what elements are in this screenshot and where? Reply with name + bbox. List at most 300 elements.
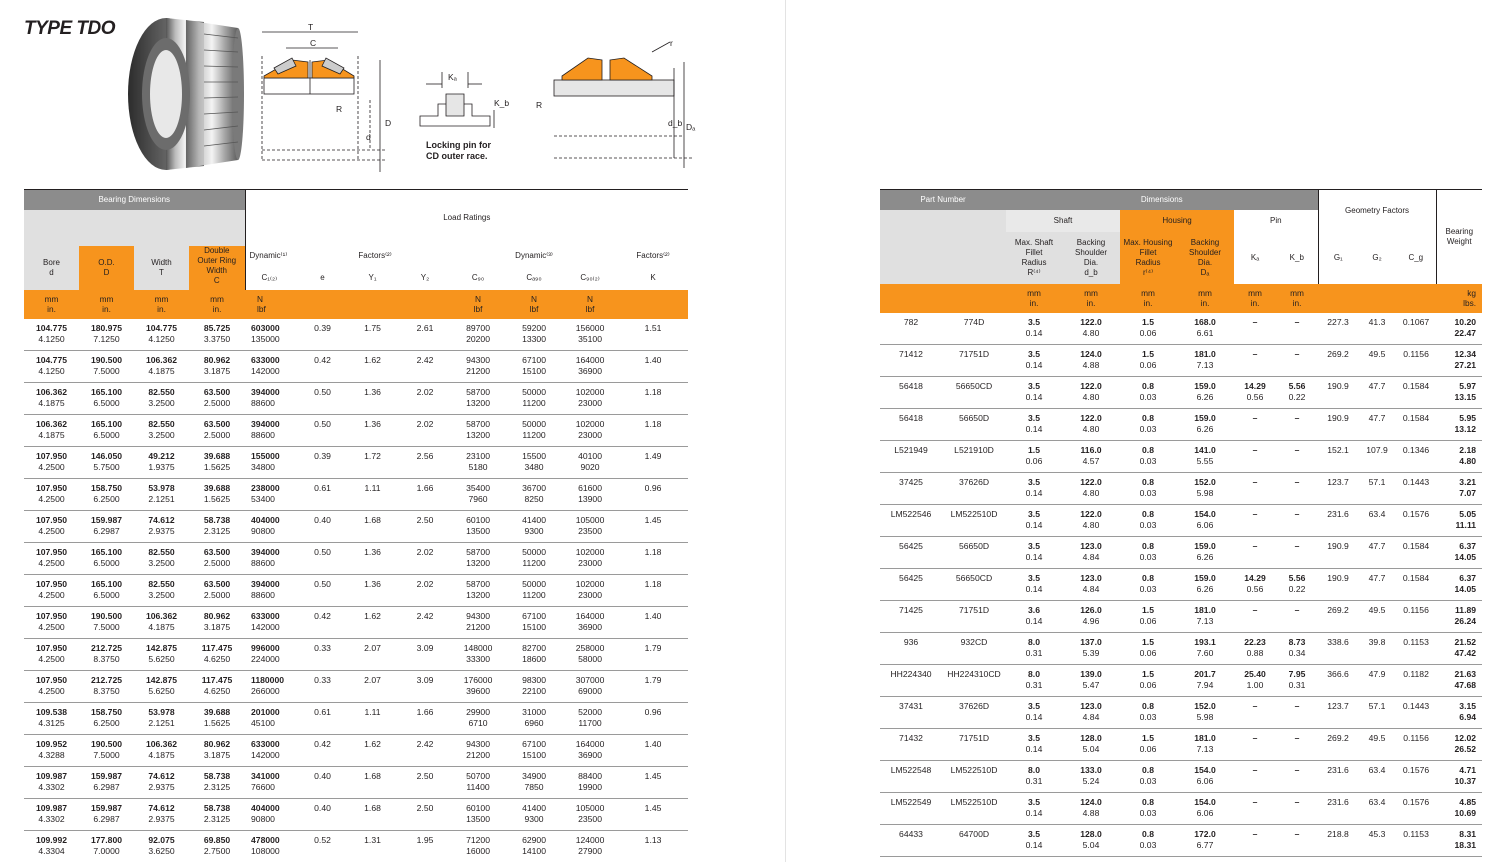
right_table.rows-cell: 154.0 6.06 bbox=[1176, 793, 1234, 825]
left_table.rows-cell: 36700 8250 bbox=[506, 479, 562, 511]
left_table.rows-cell: 107.950 4.2500 bbox=[24, 639, 79, 671]
table-row bbox=[880, 665, 1482, 697]
right_table.rows-cell: 123.0 4.84 bbox=[1062, 537, 1120, 569]
left_table.rows-cell: 82.550 3.2500 bbox=[134, 575, 189, 607]
left_table.rows-cell: 165.100 6.5000 bbox=[79, 543, 134, 575]
housing-fillet-header: Max. Housing Fillet Radius r⁽⁴⁾ bbox=[1120, 232, 1176, 284]
left_table.rows-cell: 0.61 bbox=[300, 479, 345, 511]
right_table.rows-cell: – bbox=[1276, 697, 1318, 729]
left_table.rows-cell: 106.362 4.1875 bbox=[24, 415, 79, 447]
left_table.rows-cell: 2.02 bbox=[400, 415, 450, 447]
left_table.rows-cell: 67100 15100 bbox=[506, 607, 562, 639]
right_table.rows-cell: 366.6 bbox=[1318, 665, 1358, 697]
left_table.rows-cell: 478000 108000 bbox=[245, 831, 300, 862]
right_table.rows-cell: – bbox=[1234, 761, 1276, 793]
right_table.rows-cell: 141.0 5.55 bbox=[1176, 441, 1234, 473]
right_table.rows-cell: 0.8 0.03 bbox=[1120, 409, 1176, 441]
right_table.rows-cell: 269.2 bbox=[1318, 601, 1358, 633]
left_table.rows-cell: 0.42 bbox=[300, 607, 345, 639]
right_table.rows-cell: 3.5 0.14 bbox=[1006, 473, 1062, 505]
right_table.rows-cell: 152.1 bbox=[1318, 441, 1358, 473]
left_table.rows-cell: 60100 13500 bbox=[450, 799, 506, 831]
unit-cell: mm in. bbox=[1006, 284, 1062, 313]
table-row bbox=[880, 377, 1482, 409]
left_table.rows-cell: 102000 23000 bbox=[562, 415, 618, 447]
right_table.rows-cell: 0.8 0.03 bbox=[1120, 697, 1176, 729]
kb-header: K_b bbox=[1289, 252, 1304, 262]
right_table.rows-cell: 47.7 bbox=[1358, 537, 1396, 569]
right_table.rows-cell: 3.5 0.14 bbox=[1006, 313, 1062, 345]
left_table.rows-cell: 0.40 bbox=[300, 799, 345, 831]
left_table.rows-cell: 3.09 bbox=[400, 671, 450, 703]
right_table.rows-cell: 49.5 bbox=[1358, 345, 1396, 377]
right_table.rows-cell: 124.0 4.88 bbox=[1062, 793, 1120, 825]
unit-cell: mm in. bbox=[1276, 284, 1318, 313]
right_table.rows-cell: – bbox=[1234, 313, 1276, 345]
left_table.rows-cell: 146.050 5.7500 bbox=[79, 447, 134, 479]
left_table.rows-cell: 0.50 bbox=[300, 383, 345, 415]
left_table.rows-cell: 102000 23000 bbox=[562, 575, 618, 607]
unit-cell bbox=[400, 290, 450, 319]
left_table.rows-cell: 159.987 6.2987 bbox=[79, 767, 134, 799]
right_table.rows-cell: 12.34 27.21 bbox=[1436, 345, 1482, 377]
left_table.rows-cell: 142.875 5.6250 bbox=[134, 671, 189, 703]
left_table.rows-cell: 29900 6710 bbox=[450, 703, 506, 735]
unit-cell: N lbf bbox=[562, 290, 618, 319]
right_table.rows-cell: 3.21 7.07 bbox=[1436, 473, 1482, 505]
left_table.rows-cell: 2.50 bbox=[400, 799, 450, 831]
left_table.rows-cell: 89700 20200 bbox=[450, 319, 506, 351]
left_table.rows-cell: 165.100 6.5000 bbox=[79, 575, 134, 607]
right_table.rows-cell: – bbox=[1234, 409, 1276, 441]
right_table.rows-cell: – bbox=[1276, 793, 1318, 825]
left_table.rows-cell: 109.538 4.3125 bbox=[24, 703, 79, 735]
c1-header: C₁₍₂₎ bbox=[245, 266, 300, 289]
left_table.rows-cell: 71200 16000 bbox=[450, 831, 506, 862]
table-row bbox=[24, 767, 688, 799]
left_table.rows-cell: 105000 23500 bbox=[562, 511, 618, 543]
left_table.rows-cell: 212.725 8.3750 bbox=[79, 639, 134, 671]
right_table.rows-cell: 0.1584 bbox=[1396, 537, 1436, 569]
left_table.rows-cell: 117.475 4.6250 bbox=[189, 671, 245, 703]
left_table.rows-cell: 212.725 8.3750 bbox=[79, 671, 134, 703]
right_table.rows-cell: 21.63 47.68 bbox=[1436, 665, 1482, 697]
right_table.rows-cell: 0.8 0.03 bbox=[1120, 537, 1176, 569]
right_table.rows-cell: 932CD bbox=[942, 633, 1006, 665]
right_table.rows-cell: 152.0 5.98 bbox=[1176, 473, 1234, 505]
right_table.rows-cell: LM522510D bbox=[942, 761, 1006, 793]
left_table.rows-cell: 0.39 bbox=[300, 319, 345, 351]
right_table.rows-cell: LM522510D bbox=[942, 793, 1006, 825]
left_table.rows-cell: 394000 88600 bbox=[245, 415, 300, 447]
left_table.rows-cell: 102000 23000 bbox=[562, 543, 618, 575]
left_table.rows-cell: 164000 36900 bbox=[562, 735, 618, 767]
left_table.rows-cell: 1.36 bbox=[345, 575, 400, 607]
left_table.rows-cell: 2.02 bbox=[400, 543, 450, 575]
table-row bbox=[24, 703, 688, 735]
right_table.rows-cell: 3.5 0.14 bbox=[1006, 537, 1062, 569]
left_table.rows-cell: 341000 76600 bbox=[245, 767, 300, 799]
left_table.rows-cell: 53.978 2.1251 bbox=[134, 479, 189, 511]
left_table.rows-cell: 39.688 1.5625 bbox=[189, 479, 245, 511]
cg-header: C_g bbox=[1408, 252, 1424, 262]
dim-label-Kb: K_b bbox=[494, 98, 510, 108]
left_table.rows-cell: 2.02 bbox=[400, 575, 450, 607]
right_table.rows-cell: 0.8 0.03 bbox=[1120, 761, 1176, 793]
left_table.rows-cell: 1.40 bbox=[618, 735, 688, 767]
right_table.rows-cell: 124.0 4.88 bbox=[1062, 345, 1120, 377]
left_table.rows-cell: 404000 90800 bbox=[245, 799, 300, 831]
left_table.rows-cell: 3.09 bbox=[400, 639, 450, 671]
part-number-sub bbox=[880, 210, 1006, 284]
pin-header: Pin bbox=[1234, 210, 1318, 232]
mounting-drawing bbox=[532, 36, 702, 176]
right_table.rows-cell: 56650D bbox=[942, 537, 1006, 569]
right_table.rows-cell: 71751D bbox=[942, 345, 1006, 377]
right_table.rows-cell: 269.2 bbox=[1318, 729, 1358, 761]
left_table.rows-cell: 394000 88600 bbox=[245, 383, 300, 415]
unit-cell: mm in. bbox=[24, 290, 79, 319]
table-row bbox=[880, 729, 1482, 761]
table-row bbox=[880, 441, 1482, 473]
shaft-fillet-header: Max. Shaft Fillet Radius R⁽⁴⁾ bbox=[1006, 232, 1062, 284]
right_table.rows-cell: 14.29 0.56 bbox=[1234, 377, 1276, 409]
width-header: Width T bbox=[134, 246, 189, 290]
page-title: TYPE TDO bbox=[24, 18, 116, 39]
load-ratings-header: Load Ratings bbox=[245, 190, 688, 246]
right_table.rows-cell: 190.9 bbox=[1318, 569, 1358, 601]
left_table.rows-cell: 1.75 bbox=[345, 319, 400, 351]
right_table.rows-cell: 4.85 10.69 bbox=[1436, 793, 1482, 825]
page-divider bbox=[785, 0, 786, 862]
right_table.rows-cell: – bbox=[1276, 345, 1318, 377]
right_table.rows-cell: 159.0 6.26 bbox=[1176, 377, 1234, 409]
locking-pin-drawing bbox=[416, 64, 508, 164]
left_table.rows-cell: 394000 88600 bbox=[245, 575, 300, 607]
left_table.rows-cell: 1.18 bbox=[618, 543, 688, 575]
right_table.rows-cell: 71425 bbox=[880, 601, 942, 633]
right_table.rows-cell: – bbox=[1276, 441, 1318, 473]
right_table.rows-cell: 181.0 7.13 bbox=[1176, 345, 1234, 377]
left_table.rows-cell: 98300 22100 bbox=[506, 671, 562, 703]
left_table.rows-cell: 1.36 bbox=[345, 415, 400, 447]
unit-cell: mm in. bbox=[134, 290, 189, 319]
right_table.rows-cell: – bbox=[1234, 729, 1276, 761]
left_table.rows-cell: 201000 45100 bbox=[245, 703, 300, 735]
left_table.rows-cell: 82700 18600 bbox=[506, 639, 562, 671]
left_table.rows-cell: 1.51 bbox=[618, 319, 688, 351]
double-outer-ring-width-header: Double Outer Ring Width C bbox=[189, 246, 245, 290]
left_table.rows-cell: 2.42 bbox=[400, 351, 450, 383]
left_table.rows-cell: 106.362 4.1875 bbox=[24, 383, 79, 415]
left_table.rows-cell: 58700 13200 bbox=[450, 575, 506, 607]
right_table.rows-cell: 56650CD bbox=[942, 569, 1006, 601]
left_table.rows-cell: 0.42 bbox=[300, 351, 345, 383]
right_table.rows-cell: 0.1443 bbox=[1396, 473, 1436, 505]
left_table.rows-cell: 0.33 bbox=[300, 639, 345, 671]
right_table.rows-cell: 37626D bbox=[942, 697, 1006, 729]
right_table.rows-cell: – bbox=[1276, 313, 1318, 345]
right_table.rows-cell: 128.0 5.04 bbox=[1062, 825, 1120, 857]
left_table.rows-cell: 82.550 3.2500 bbox=[134, 543, 189, 575]
right_table.rows-cell: 12.02 26.52 bbox=[1436, 729, 1482, 761]
right_table.rows-cell: 0.1576 bbox=[1396, 505, 1436, 537]
right_table.rows-cell: 1.5 0.06 bbox=[1120, 665, 1176, 697]
left_table.rows-cell: 49.212 1.9375 bbox=[134, 447, 189, 479]
left_table.rows-cell: 156000 35100 bbox=[562, 319, 618, 351]
left_table.rows-cell: 159.987 6.2987 bbox=[79, 511, 134, 543]
right_table.rows-cell: 159.0 6.26 bbox=[1176, 409, 1234, 441]
table-row bbox=[24, 383, 688, 415]
right_table.rows-cell: 8.73 0.34 bbox=[1276, 633, 1318, 665]
c902-header: C₉₀₍₂₎ bbox=[580, 272, 600, 282]
left_table.rows-cell: 2.42 bbox=[400, 607, 450, 639]
right_table.rows-cell: L521910D bbox=[942, 441, 1006, 473]
left_table.rows-cell: 109.987 4.3302 bbox=[24, 767, 79, 799]
right_table.rows-cell: 126.0 4.96 bbox=[1062, 601, 1120, 633]
right_table.rows-cell: 47.7 bbox=[1358, 409, 1396, 441]
left_table.rows-cell: 50000 11200 bbox=[506, 383, 562, 415]
right_table.rows-cell: 56650D bbox=[942, 409, 1006, 441]
right_table.rows-cell: 3.5 0.14 bbox=[1006, 345, 1062, 377]
right_table.rows-cell: 1.5 0.06 bbox=[1006, 441, 1062, 473]
right_table.rows-cell: 0.1576 bbox=[1396, 793, 1436, 825]
unit-cell: mm in. bbox=[1062, 284, 1120, 313]
left_table.rows-cell: 1.18 bbox=[618, 383, 688, 415]
housing-header: Housing bbox=[1120, 210, 1234, 232]
right_table.rows-cell: – bbox=[1234, 537, 1276, 569]
right_table.rows-cell: – bbox=[1234, 793, 1276, 825]
k-header: K bbox=[650, 272, 656, 282]
unit-cell bbox=[942, 284, 1006, 313]
unit-cell bbox=[1396, 284, 1436, 313]
left_table.rows-cell: 63.500 2.5000 bbox=[189, 383, 245, 415]
left_table.rows-cell: 80.962 3.1875 bbox=[189, 735, 245, 767]
right_table.rows-cell: 3.5 0.14 bbox=[1006, 569, 1062, 601]
right_table.rows-cell: – bbox=[1276, 505, 1318, 537]
right_table.rows-cell: 0.1584 bbox=[1396, 409, 1436, 441]
left_table.rows-cell: 107.950 4.2500 bbox=[24, 447, 79, 479]
left_table.rows-cell: 50000 11200 bbox=[506, 415, 562, 447]
left_table.rows-cell: 190.500 7.5000 bbox=[79, 351, 134, 383]
left_table.rows-cell: 53.978 2.1251 bbox=[134, 703, 189, 735]
left_table.rows-cell: 69.850 2.7500 bbox=[189, 831, 245, 862]
right_table.rows-cell: 25.40 1.00 bbox=[1234, 665, 1276, 697]
dim-label-T: T bbox=[308, 22, 314, 32]
left_table.rows-cell: 148000 33300 bbox=[450, 639, 506, 671]
unit-cell bbox=[1358, 284, 1396, 313]
left_table.rows-cell: 0.96 bbox=[618, 479, 688, 511]
dim-label-Ka: Kₐ bbox=[448, 72, 457, 82]
right_table.rows-cell: 5.56 0.22 bbox=[1276, 377, 1318, 409]
left_table.rows-cell: 159.987 6.2987 bbox=[79, 799, 134, 831]
left_table.rows-cell: 107.950 4.2500 bbox=[24, 543, 79, 575]
left_table.rows-cell: 1.36 bbox=[345, 543, 400, 575]
left_table.rows-cell: 155000 34800 bbox=[245, 447, 300, 479]
right_table.rows-cell: 0.1156 bbox=[1396, 601, 1436, 633]
right_table.rows-cell: – bbox=[1276, 409, 1318, 441]
right_table.rows-cell: 152.0 5.98 bbox=[1176, 697, 1234, 729]
left_table.rows-cell: 190.500 7.5000 bbox=[79, 607, 134, 639]
left_table.rows-cell: 102000 23000 bbox=[562, 383, 618, 415]
table-row bbox=[24, 831, 688, 862]
left_table.rows-cell: 158.750 6.2500 bbox=[79, 479, 134, 511]
table-row bbox=[24, 671, 688, 703]
left_table.rows-cell: 109.992 4.3304 bbox=[24, 831, 79, 862]
right_table.rows-cell: 6.37 14.05 bbox=[1436, 537, 1482, 569]
left_table.rows-cell: 1.11 bbox=[345, 479, 400, 511]
left_table.rows-cell: 1.72 bbox=[345, 447, 400, 479]
table-row bbox=[880, 505, 1482, 537]
table-row bbox=[24, 351, 688, 383]
unit-cell: N lbf bbox=[450, 290, 506, 319]
table-row bbox=[880, 313, 1482, 345]
right_table.rows-cell: 63.4 bbox=[1358, 793, 1396, 825]
right_table.rows-cell: 47.9 bbox=[1358, 665, 1396, 697]
left_table.rows-cell: 63.500 2.5000 bbox=[189, 415, 245, 447]
right_table.rows-cell: 21.52 47.42 bbox=[1436, 633, 1482, 665]
dynamic1-header: Dynamic⁽¹⁾ bbox=[245, 246, 300, 267]
left_table.rows-cell: 1.66 bbox=[400, 479, 450, 511]
dim-label-D: D bbox=[385, 118, 392, 128]
left_table.rows-cell: 80.962 3.1875 bbox=[189, 607, 245, 639]
right_table.rows-cell: 154.0 6.06 bbox=[1176, 761, 1234, 793]
right_table.rows-cell: 3.5 0.14 bbox=[1006, 793, 1062, 825]
right_table.rows-cell: 47.7 bbox=[1358, 377, 1396, 409]
left_table.rows-cell: 0.50 bbox=[300, 543, 345, 575]
unit-cell bbox=[880, 284, 942, 313]
left_table.rows-cell: 34900 7850 bbox=[506, 767, 562, 799]
right_table.rows-cell: 64433 bbox=[880, 825, 942, 857]
left_table.rows-cell: 124000 27900 bbox=[562, 831, 618, 862]
dim-label-C: C bbox=[310, 38, 317, 48]
right_table.rows-cell: 56425 bbox=[880, 569, 942, 601]
table-row bbox=[880, 633, 1482, 665]
right_table.rows-cell: LM522548 bbox=[880, 761, 942, 793]
left_table.rows-cell: 1.95 bbox=[400, 831, 450, 862]
left_table.rows-cell: 165.100 6.5000 bbox=[79, 383, 134, 415]
table-row bbox=[24, 639, 688, 671]
right_table.rows-cell: 3.5 0.14 bbox=[1006, 697, 1062, 729]
part-number-header: Part Number bbox=[880, 190, 1006, 210]
right_table.rows-cell: 0.1156 bbox=[1396, 345, 1436, 377]
right_table.rows-cell: 193.1 7.60 bbox=[1176, 633, 1234, 665]
left_table.rows-cell: 63.500 2.5000 bbox=[189, 543, 245, 575]
right_table.rows-cell: 3.5 0.14 bbox=[1006, 505, 1062, 537]
part-dimensions-table bbox=[880, 189, 1482, 857]
left_table.rows-cell: 1.18 bbox=[618, 415, 688, 447]
left_table.rows-cell: 59200 13300 bbox=[506, 319, 562, 351]
left_table.rows-cell: 0.33 bbox=[300, 671, 345, 703]
left_table.rows-cell: 82.550 3.2500 bbox=[134, 383, 189, 415]
left_table.rows-cell: 1180000 266000 bbox=[245, 671, 300, 703]
dim-label-d: d bbox=[366, 132, 371, 142]
g2-header: G₂ bbox=[1372, 252, 1382, 262]
right_table.rows-cell: – bbox=[1234, 505, 1276, 537]
right_table.rows-cell: 139.0 5.47 bbox=[1062, 665, 1120, 697]
left_table.rows-cell: 142.875 5.6250 bbox=[134, 639, 189, 671]
left_table.rows-cell: 94300 21200 bbox=[450, 351, 506, 383]
left_table.rows-cell: 633000 142000 bbox=[245, 351, 300, 383]
left_table.rows-cell: 603000 135000 bbox=[245, 319, 300, 351]
right_table.rows-cell: 56425 bbox=[880, 537, 942, 569]
right_table.rows-cell: 71751D bbox=[942, 729, 1006, 761]
left_table.rows-cell: 1.45 bbox=[618, 799, 688, 831]
left_table.rows-cell: 2.42 bbox=[400, 735, 450, 767]
left_table.rows-cell: 15500 3480 bbox=[506, 447, 562, 479]
left_table.rows-cell: 52000 11700 bbox=[562, 703, 618, 735]
right_table.rows-cell: 0.1182 bbox=[1396, 665, 1436, 697]
left_table.rows-cell: 1.79 bbox=[618, 639, 688, 671]
right_table.rows-cell: 4.71 10.37 bbox=[1436, 761, 1482, 793]
right_table.rows-cell: – bbox=[1234, 473, 1276, 505]
right_table.rows-cell: 0.1153 bbox=[1396, 633, 1436, 665]
left_table.rows-cell: 238000 53400 bbox=[245, 479, 300, 511]
right_table.rows-cell: 22.23 0.88 bbox=[1234, 633, 1276, 665]
g1-header: G₁ bbox=[1318, 232, 1358, 284]
left_table.rows-cell: 62900 14100 bbox=[506, 831, 562, 862]
locking-note-line2: CD outer race. bbox=[426, 151, 488, 161]
right_table.rows-cell: 201.7 7.94 bbox=[1176, 665, 1234, 697]
right_table.rows-cell: 269.2 bbox=[1318, 345, 1358, 377]
left_table.rows-cell: 63.500 2.5000 bbox=[189, 575, 245, 607]
locking-note-line1: Locking pin for bbox=[426, 140, 491, 150]
table-row bbox=[24, 415, 688, 447]
bearing-dimensions-header: Bearing Dimensions bbox=[24, 190, 245, 210]
right_table.rows-cell: – bbox=[1276, 537, 1318, 569]
right_table.rows-cell: L521949 bbox=[880, 441, 942, 473]
left_table.rows-cell: 94300 21200 bbox=[450, 607, 506, 639]
left_table.rows-cell: 58.738 2.3125 bbox=[189, 799, 245, 831]
left_table.rows-cell: 31000 6960 bbox=[506, 703, 562, 735]
right_table.rows-cell: 122.0 4.80 bbox=[1062, 473, 1120, 505]
left_table.rows-cell: 1.45 bbox=[618, 767, 688, 799]
y1-header: Y₁ bbox=[368, 272, 377, 282]
right_table.rows-cell: 0.1346 bbox=[1396, 441, 1436, 473]
dim-label-R2: R bbox=[536, 100, 543, 110]
left_table.rows-cell: 39.688 1.5625 bbox=[189, 703, 245, 735]
right_table.rows-cell: 0.8 0.03 bbox=[1120, 569, 1176, 601]
left_table.rows-cell: 1.68 bbox=[345, 767, 400, 799]
right_table.rows-cell: 5.56 0.22 bbox=[1276, 569, 1318, 601]
left_table.rows-cell: 105000 23500 bbox=[562, 799, 618, 831]
left_table.rows-cell: 0.40 bbox=[300, 511, 345, 543]
right_table.rows-cell: 8.31 18.31 bbox=[1436, 825, 1482, 857]
unit-cell bbox=[345, 290, 400, 319]
right_table.rows-cell: 1.5 0.06 bbox=[1120, 601, 1176, 633]
right_table.rows-cell: 37431 bbox=[880, 697, 942, 729]
factors2a-header: Factors⁽²⁾ bbox=[358, 250, 392, 260]
left_table.rows-cell: 1.45 bbox=[618, 511, 688, 543]
right_table.rows-cell: 0.1153 bbox=[1396, 825, 1436, 857]
ka-header: Kₐ bbox=[1250, 252, 1260, 262]
right_table.rows-cell: 63.4 bbox=[1358, 505, 1396, 537]
right_table.rows-cell: 128.0 5.04 bbox=[1062, 729, 1120, 761]
right_table.rows-cell: 3.5 0.14 bbox=[1006, 825, 1062, 857]
right_table.rows-cell: 172.0 6.77 bbox=[1176, 825, 1234, 857]
right_table.rows-cell: 122.0 4.80 bbox=[1062, 313, 1120, 345]
bearing-photo bbox=[126, 14, 244, 174]
left_table.rows-cell: 0.50 bbox=[300, 575, 345, 607]
bearing-weight-header: Bearing Weight bbox=[1436, 190, 1482, 284]
right_table.rows-cell: 39.8 bbox=[1358, 633, 1396, 665]
right_table.rows-cell: 8.0 0.31 bbox=[1006, 665, 1062, 697]
table-row bbox=[880, 601, 1482, 633]
right_table.rows-cell: 7.95 0.31 bbox=[1276, 665, 1318, 697]
left_table.rows-cell: 58700 13200 bbox=[450, 415, 506, 447]
unit-cell: mm in. bbox=[1176, 284, 1234, 313]
left_table.rows-cell: 180.975 7.1250 bbox=[79, 319, 134, 351]
